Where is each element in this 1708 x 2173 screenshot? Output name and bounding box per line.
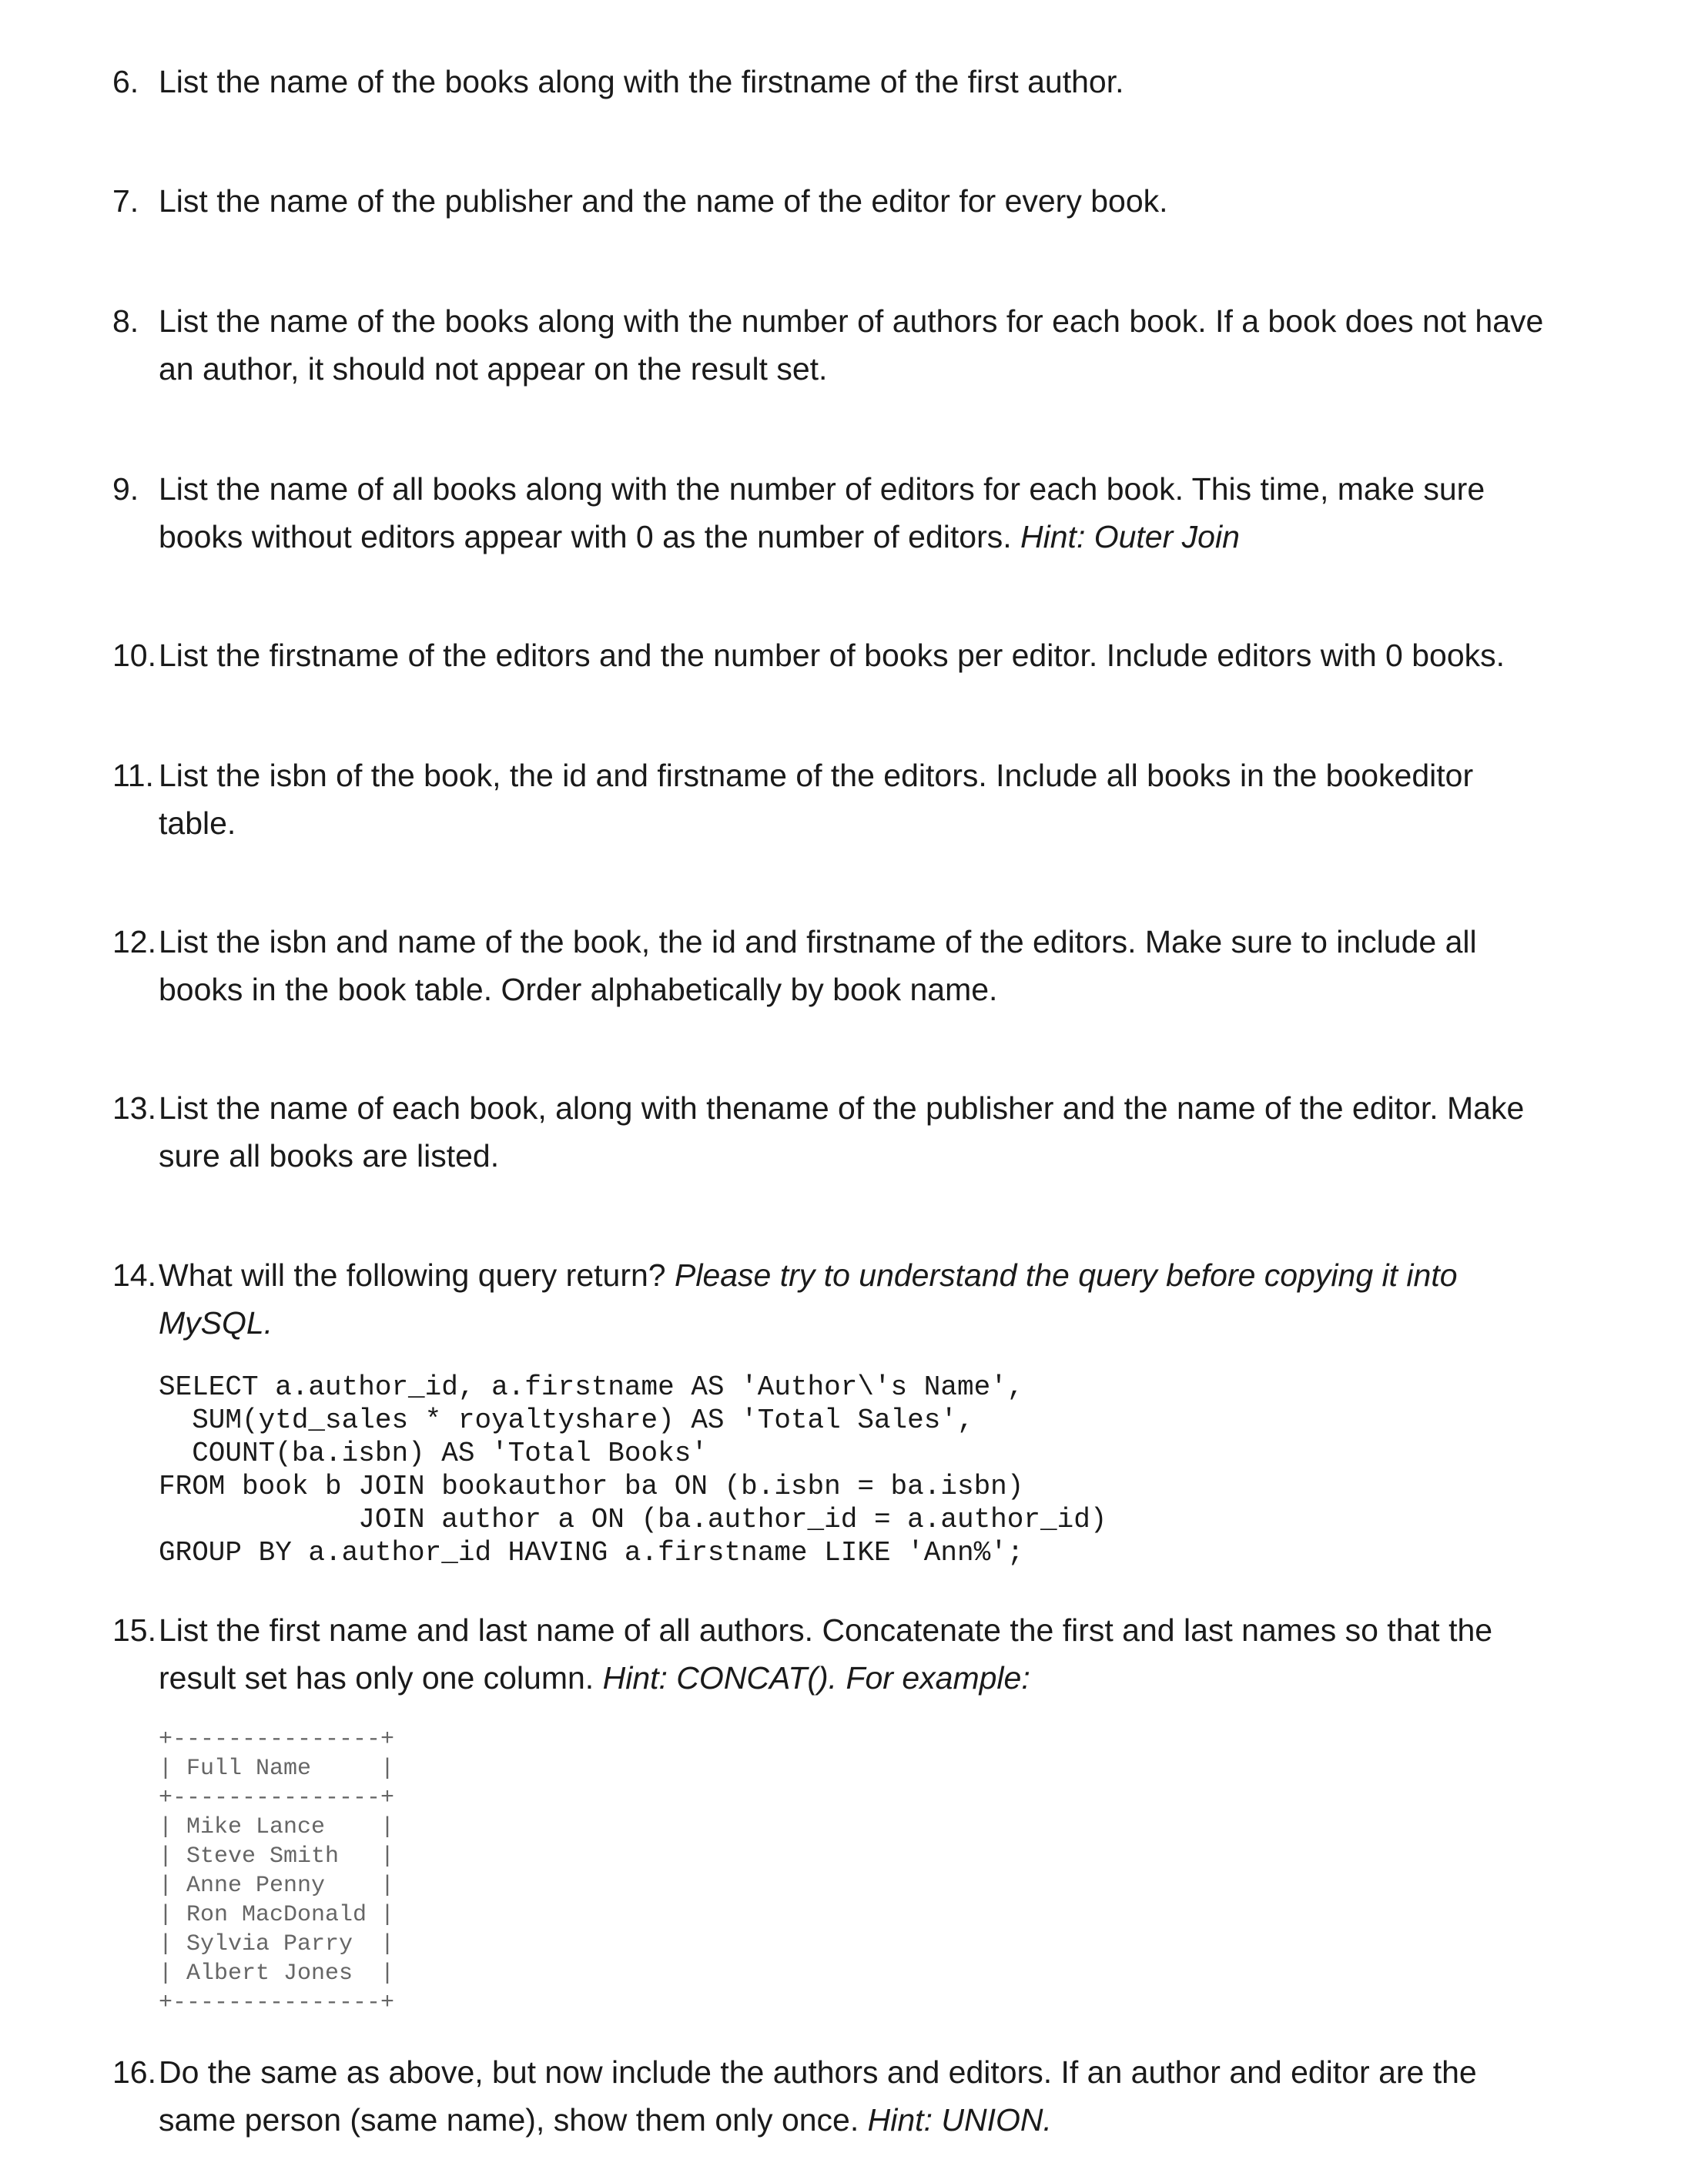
hint-text: Hint: CONCAT(). For example: bbox=[602, 1660, 1030, 1696]
question-number: 12. bbox=[112, 924, 156, 959]
question-6 bbox=[112, 58, 1622, 105]
question-number: 15. bbox=[112, 1612, 156, 1648]
question-15 bbox=[112, 1606, 1622, 1702]
question-text: List the first name and last name of all authors. Concatenate the first and last names so that the bbox=[159, 1612, 1493, 1648]
question-text-continued: sure all books are listed. bbox=[159, 1138, 500, 1174]
question-7 bbox=[112, 177, 1622, 225]
example-result-table: +---------------+ | Full Name | +---------------+ | Mike Lance | | Steve Smith | | Anne Penny | | Ron MacDonald | | Sylvia Parry | | Albert Jones | +---------------+ bbox=[159, 1726, 395, 2016]
question-number: 10. bbox=[112, 638, 156, 673]
question-number: 8. bbox=[112, 303, 139, 339]
question-number: 13. bbox=[112, 1090, 156, 1126]
question-text-continued: table. bbox=[159, 805, 236, 841]
question-10 bbox=[112, 631, 1622, 679]
question-text-continued: same person (same name), show them only once. bbox=[159, 2102, 859, 2138]
question-text: List the name of each book, along with thename of the publisher and the name of the editor. Make bbox=[159, 1090, 1525, 1126]
question-12 bbox=[112, 918, 1622, 1013]
question-text: List the firstname of the editors and the number of books per editor. Include editors with 0 books. bbox=[159, 638, 1505, 673]
question-16 bbox=[112, 2048, 1622, 2144]
question-14 bbox=[112, 1251, 1622, 1347]
question-number: 11. bbox=[112, 758, 154, 793]
hint-text: Hint: UNION. bbox=[867, 2102, 1052, 2138]
sql-code-block: SELECT a.author_id, a.firstname AS 'Author\'s Name', SUM(ytd_sales * royaltyshare) AS 'Total Sales', COUNT(ba.isbn) AS 'Total Books' FROM book b JOIN bookauthor ba ON (b.isbn = ba.isbn) JOIN author a ON (ba.author_id = a.author_id) GROUP BY a.author_id HAVING a.firstname LIKE 'Ann%'; bbox=[159, 1371, 1107, 1569]
question-11 bbox=[112, 752, 1622, 847]
question-text: What will the following query return? bbox=[159, 1257, 666, 1293]
hint-text: Please try to understand the query before copying it into bbox=[675, 1257, 1458, 1293]
question-text: Do the same as above, but now include the authors and editors. If an author and editor are the bbox=[159, 2054, 1477, 2090]
hint-text-continued: MySQL. bbox=[159, 1305, 273, 1341]
question-text: List the isbn and name of the book, the id and firstname of the editors. Make sure to include all bbox=[159, 924, 1477, 959]
question-number: 16. bbox=[112, 2054, 156, 2090]
question-13 bbox=[112, 1084, 1622, 1180]
question-text-continued: result set has only one column. bbox=[159, 1660, 594, 1696]
question-number: 14. bbox=[112, 1257, 156, 1293]
question-text: List the name of the books along with the number of authors for each book. If a book does not have bbox=[159, 303, 1544, 339]
question-text: List the name of the books along with the firstname of the first author. bbox=[159, 64, 1124, 99]
question-number: 6. bbox=[112, 64, 139, 99]
question-text: List the name of all books along with the number of editors for each book. This time, make sure bbox=[159, 471, 1485, 507]
question-number: 7. bbox=[112, 183, 139, 219]
question-text-continued: an author, it should not appear on the result set. bbox=[159, 351, 828, 387]
question-text: List the name of the publisher and the name of the editor for every book. bbox=[159, 183, 1168, 219]
question-9 bbox=[112, 465, 1622, 561]
question-text: List the isbn of the book, the id and firstname of the editors. Include all books in the bookeditor bbox=[159, 758, 1474, 793]
hint-text: Hint: Outer Join bbox=[1020, 519, 1240, 554]
question-number: 9. bbox=[112, 471, 139, 507]
question-text-continued: books in the book table. Order alphabetically by book name. bbox=[159, 972, 998, 1007]
question-text-continued: books without editors appear with 0 as the number of editors. bbox=[159, 519, 1012, 554]
question-8 bbox=[112, 297, 1622, 393]
